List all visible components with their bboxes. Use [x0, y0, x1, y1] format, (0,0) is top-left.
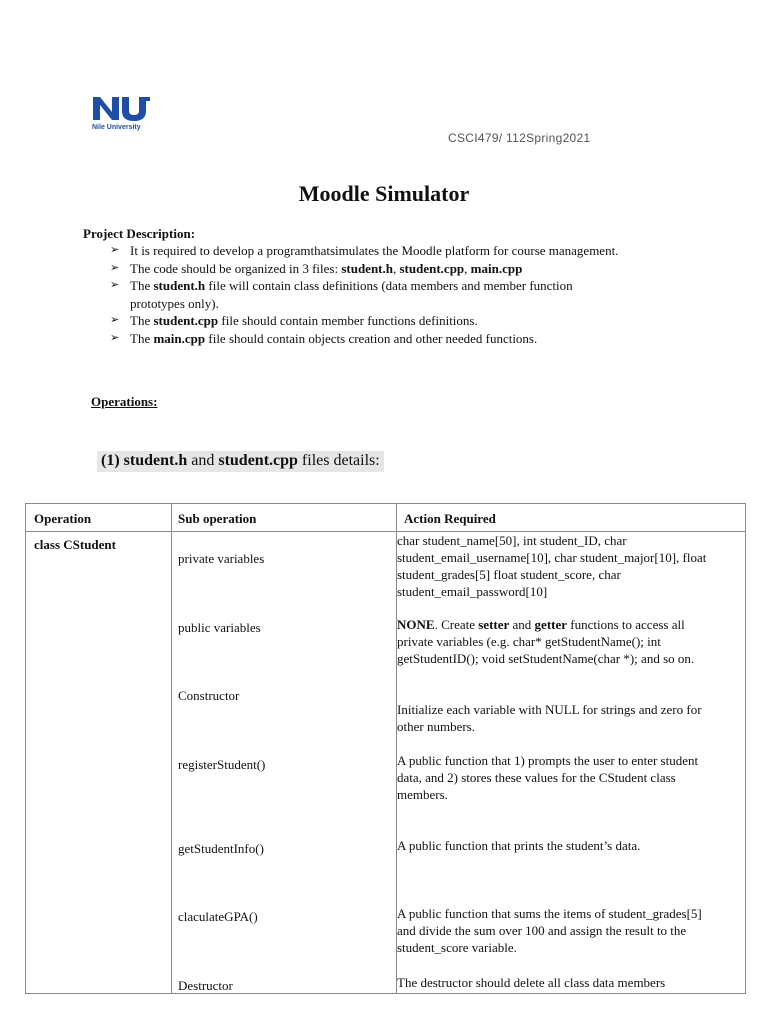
action-segment: A public function that 1) prompts the user to enter student data, and 2) stores these values for the CStudent class members.	[397, 753, 699, 802]
description-item-segment: main.cpp	[153, 330, 206, 346]
description-list	[110, 242, 630, 347]
section-number: (1)	[101, 452, 120, 469]
section-heading	[97, 451, 384, 472]
header-operation: Operation	[34, 511, 92, 526]
action-segment: functions to access all private variables (e.g. char* getStudentName(); int getStudentID(); void setStudentName(char *); and so on.	[397, 617, 695, 666]
description-item-segment: The	[130, 313, 154, 328]
description-item-segment: file should contain member functions definitions.	[218, 313, 478, 328]
arrow-bullet-icon: ➢	[110, 244, 120, 256]
action-required-cell	[397, 616, 717, 667]
nile-university-logo	[90, 92, 156, 132]
description-item	[110, 242, 630, 260]
description-item-segment: student.h	[341, 260, 393, 276]
action-segment: char student_name[50], int student_ID, char student_email_username[10], char student_major[10], float student_grades[5] float student_score, char student_email_password[10]	[397, 533, 707, 599]
table-divider	[171, 504, 172, 993]
sub-operation-cell: Constructor	[178, 688, 240, 703]
nu-logo-icon	[90, 92, 156, 132]
description-item	[110, 260, 630, 278]
description-item-segment: ,	[393, 260, 400, 276]
description-item-segment: The code should be organized in 3 files:	[130, 260, 342, 276]
sub-operation-cell: registerStudent()	[178, 757, 266, 772]
arrow-bullet-icon: ➢	[110, 261, 120, 274]
action-segment: . Create	[434, 617, 479, 632]
section-and: and	[187, 452, 219, 469]
action-required-cell	[397, 905, 717, 956]
description-item-segment: It is required to develop a programthatsimulates the Moodle platform for course management.	[130, 243, 619, 258]
action-segment: A public function that prints the student’s data.	[397, 838, 641, 853]
action-segment: Initialize each variable with NULL for strings and zero for other numbers.	[397, 702, 702, 734]
description-item-segment: main.cpp	[470, 260, 523, 276]
logo-text: Nile University	[92, 124, 141, 131]
action-segment: and	[509, 617, 535, 632]
action-required-cell	[397, 532, 717, 600]
arrow-bullet-icon: ➢	[110, 279, 120, 291]
sub-operation-cell: Destructor	[178, 978, 233, 993]
action-segment: setter	[478, 617, 510, 632]
arrow-bullet-icon: ➢	[110, 331, 120, 344]
action-required-cell	[397, 701, 717, 735]
description-item-segment: ,	[464, 260, 471, 276]
page-title: Moodle Simulator	[298, 181, 470, 206]
action-segment: getter	[534, 617, 568, 632]
action-required-cell	[397, 752, 717, 803]
description-item	[110, 330, 630, 348]
section-rest: files details:	[297, 452, 380, 469]
description-item-segment: The	[130, 278, 154, 293]
section-file2: student.cpp	[218, 452, 298, 469]
operations-heading: Operations:	[91, 394, 158, 409]
description-item-segment: The	[130, 330, 154, 346]
description-item-segment: file should contain objects creation and other needed functions.	[205, 330, 538, 346]
course-code: CSCI479/ 112Spring2021	[448, 131, 591, 145]
action-segment: NONE	[397, 617, 435, 632]
operations-table	[25, 503, 746, 994]
description-item	[110, 277, 630, 312]
action-required-cell	[397, 974, 717, 991]
description-item-segment: student.cpp	[399, 260, 465, 276]
description-item-segment: student.h	[153, 278, 206, 293]
class-name: class CStudent	[34, 537, 116, 552]
project-description-heading: Project Description:	[83, 226, 196, 241]
action-segment: A public function that sums the items of student_grades[5] and divide the sum over 100 and assign the result to the student_score variable.	[397, 906, 702, 955]
header-sub-operation: Sub operation	[178, 511, 257, 526]
arrow-bullet-icon: ➢	[110, 314, 120, 326]
description-item	[110, 312, 630, 330]
section-file1: student.h	[123, 452, 188, 469]
sub-operation-cell: private variables	[178, 551, 265, 566]
description-item-segment: file will contain class definitions (data members and member function prototypes only).	[130, 278, 573, 311]
sub-operation-cell: getStudentInfo()	[178, 841, 264, 856]
description-item-segment: student.cpp	[153, 313, 219, 328]
action-segment: The destructor should delete all class data members	[397, 975, 666, 990]
action-required-cell	[397, 837, 717, 854]
header-action-required: Action Required	[404, 511, 496, 526]
sub-operation-cell: claculateGPA()	[178, 909, 258, 924]
sub-operation-cell: public variables	[178, 620, 261, 635]
